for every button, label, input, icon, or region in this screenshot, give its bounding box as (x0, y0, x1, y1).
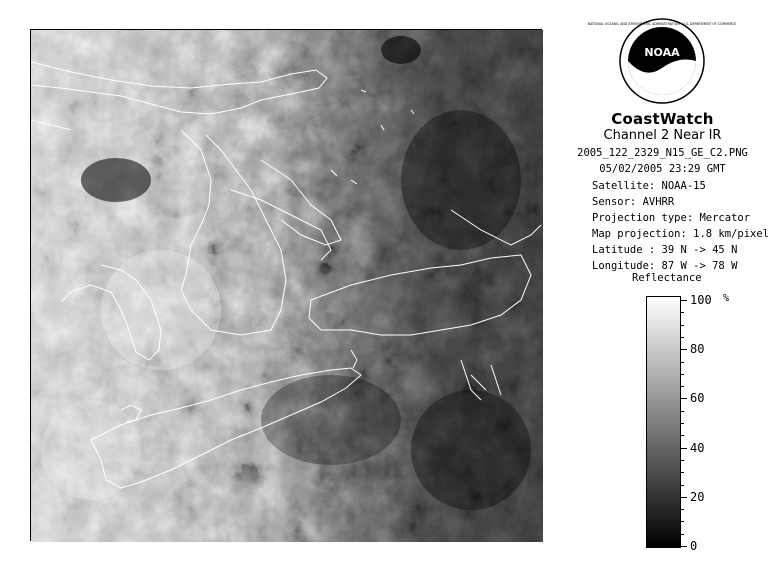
colorbar-minor-tick (681, 411, 684, 412)
product-title: CoastWatch (611, 110, 714, 128)
colorbar-minor-tick (681, 435, 684, 436)
filename-label: 2005_122_2329_N15_GE_C2.PNG (577, 147, 748, 159)
colorbar-tick-label: 20 (690, 490, 705, 504)
reflectance-colorbar (646, 296, 681, 548)
noaa-logo (587, 18, 737, 104)
colorbar-minor-tick (681, 423, 684, 424)
colorbar-minor-tick (681, 362, 684, 363)
colorbar-minor-tick (681, 534, 684, 535)
colorbar-major-tick (681, 349, 687, 350)
channel-label: Channel 2 Near IR (603, 128, 722, 143)
colorbar-major-tick (681, 497, 687, 498)
satellite-label: Satellite: NOAA-15 (592, 180, 706, 192)
legend-unit: % (723, 293, 730, 304)
satellite-image (30, 29, 542, 541)
colorbar-major-tick (681, 546, 687, 547)
noaa-logo-ring-text: NATIONAL OCEANIC AND ATMOSPHERIC ADMINISTRATION · U.S. DEPARTMENT OF COMMERCE (587, 22, 737, 26)
map-canvas (31, 30, 543, 542)
colorbar-tick-label: 80 (690, 342, 705, 356)
colorbar-major-tick (681, 300, 687, 301)
projection-type-label: Projection type: Mercator (592, 212, 751, 224)
noaa-logo-text: NOAA (644, 46, 680, 59)
datetime-label: 05/02/2005 23:29 GMT (599, 163, 726, 175)
colorbar-tick-label: 40 (690, 441, 705, 455)
longitude-label: Longitude: 87 W -> 78 W (592, 260, 738, 272)
colorbar-minor-tick (681, 460, 684, 461)
colorbar-minor-tick (681, 472, 684, 473)
colorbar-tick-label: 60 (690, 391, 705, 405)
colorbar-minor-tick (681, 386, 684, 387)
colorbar-minor-tick (681, 509, 684, 510)
colorbar-major-tick (681, 448, 687, 449)
colorbar-minor-tick (681, 521, 684, 522)
colorbar-tick-label: 100 (690, 293, 712, 307)
colorbar-minor-tick (681, 485, 684, 486)
colorbar-minor-tick (681, 325, 684, 326)
sensor-label: Sensor: AVHRR (592, 196, 675, 208)
map-projection-label: Map projection: 1.8 km/pixel (592, 228, 770, 240)
latitude-label: Latitude : 39 N -> 45 N (592, 244, 738, 256)
colorbar-minor-tick (681, 337, 684, 338)
legend-title: Reflectance (632, 272, 702, 284)
colorbar-tick-label: 0 (690, 539, 698, 553)
colorbar-minor-tick (681, 374, 684, 375)
colorbar-major-tick (681, 398, 687, 399)
colorbar-minor-tick (681, 312, 684, 313)
